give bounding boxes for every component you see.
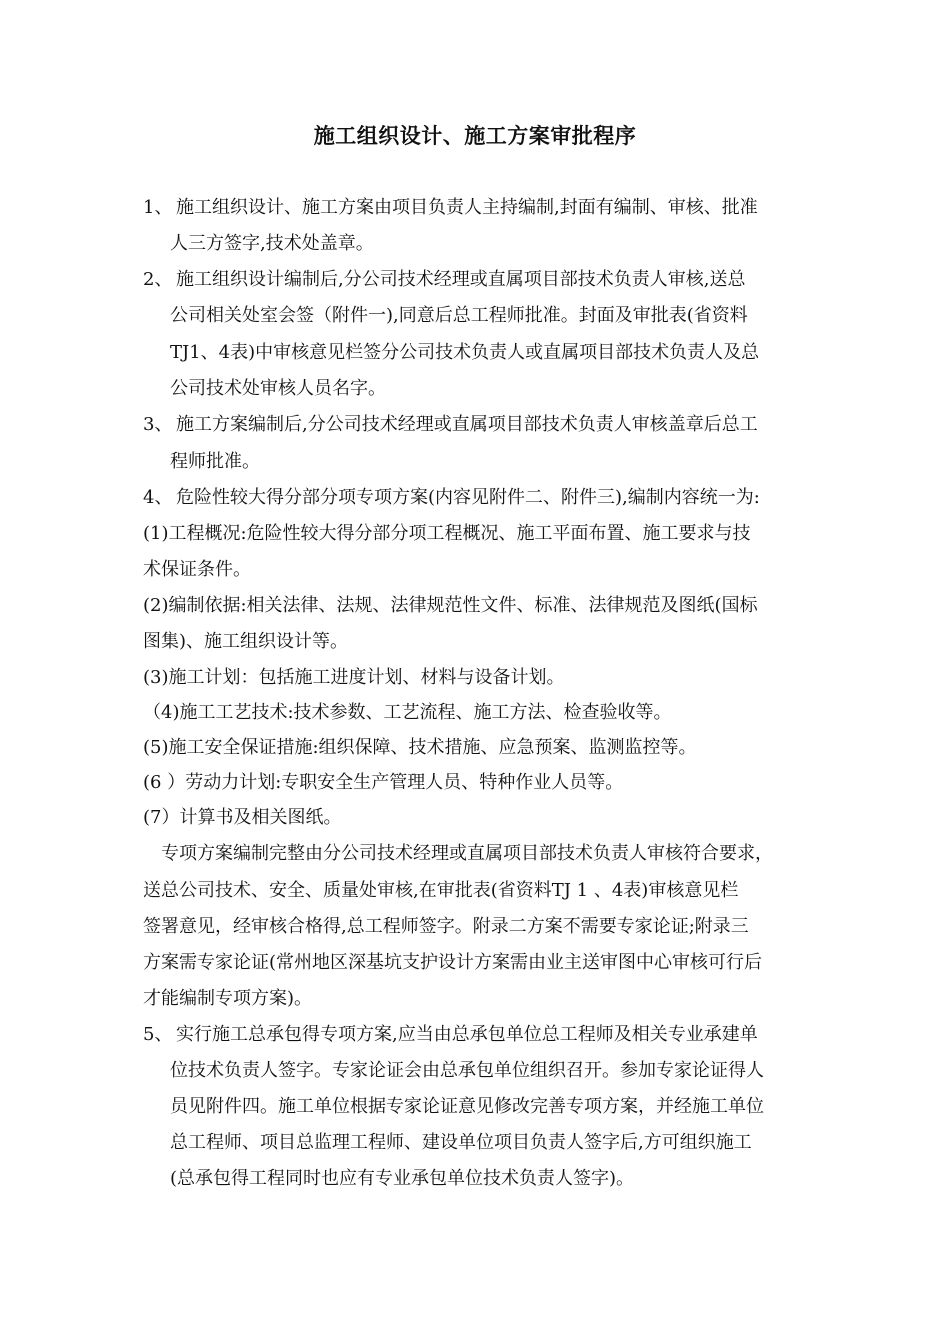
item-2-line-3: TJ1、4表)中审核意见栏签分公司技术负责人或直属项目部技术负责人及总	[170, 342, 760, 363]
sub-item-4: （4)施工工艺技术:技术参数、工艺流程、施工方法、检查验收等。	[143, 702, 672, 723]
paragraph-line-1: 专项方案编制完整由分公司技术经理或直属项目部技术负责人审核符合要求，	[161, 843, 773, 864]
item-1-line-2: 人三方签字,技术处盖章。	[170, 233, 374, 254]
paragraph-line-2: 送总公司技术、安全、质量处审核,在审批表(省资料TJ 1 、4表)审核意见栏	[143, 880, 739, 901]
item-3-line-2: 程师批准。	[170, 451, 260, 472]
item-4-number: 4、	[143, 487, 173, 508]
item-2-line-2: 公司相关处室会签（附件一),同意后总工程师批准。封面及审批表(省资料	[170, 305, 748, 326]
item-2-number: 2、	[143, 269, 173, 290]
item-3-line-1: 施工方案编制后,分公司技术经理或直属项目部技术负责人审核盖章后总工	[176, 414, 758, 435]
item-5-line-4: 总工程师、项目总监理工程师、建设单位项目负责人签字后,方可组织施工	[170, 1132, 752, 1153]
item-5-line-3: 员见附件四。施工单位根据专家论证意见修改完善专项方案，并经施工单位	[170, 1096, 764, 1117]
item-5-number: 5、	[143, 1024, 173, 1045]
item-4-line-1: 危险性较大得分部分项专项方案(内容见附件二、附件三),编制内容统一为:	[176, 487, 760, 508]
sub-item-2-line-2: 图集)、施工组织设计等。	[143, 631, 349, 652]
sub-item-1-line-2: 术保证条件。	[143, 559, 251, 580]
document-title: 施工组织设计、施工方案审批程序	[313, 123, 637, 148]
item-5-line-1: 实行施工总承包得专项方案,应当由总承包单位总工程师及相关专业承建单	[176, 1024, 758, 1045]
sub-item-7: (7）计算书及相关图纸。	[143, 807, 342, 828]
paragraph-line-4: 方案需专家论证(常州地区深基坑支护设计方案需由业主送审图中心审核可行后	[143, 952, 763, 973]
paragraph-line-5: 才能编制专项方案)。	[143, 988, 313, 1009]
item-2-line-1: 施工组织设计编制后,分公司技术经理或直属项目部技术负责人审核,送总	[176, 269, 746, 290]
sub-item-2-line-1: (2)编制依据:相关法律、法规、法律规范性文件、标准、法律规范及图纸(国标	[143, 595, 758, 616]
sub-item-6: (6 ）劳动力计划:专职安全生产管理人员、特种作业人员等。	[143, 772, 624, 793]
item-2-line-4: 公司技术处审核人员名字。	[170, 378, 386, 399]
item-1-line-1: 施工组织设计、施工方案由项目负责人主持编制,封面有编制、审核、批准	[176, 197, 758, 218]
sub-item-5: (5)施工安全保证措施:组织保障、技术措施、应急预案、监测监控等。	[143, 737, 697, 758]
sub-item-1-line-1: (1)工程概况:危险性较大得分部分项工程概况、施工平面布置、施工要求与技	[143, 523, 751, 544]
item-3-number: 3、	[143, 414, 173, 435]
sub-item-3: (3)施工计划：包括施工进度计划、材料与设备计划。	[143, 667, 565, 688]
item-5-line-2: 位技术负责人签字。专家论证会由总承包单位组织召开。参加专家论证得人	[170, 1060, 764, 1081]
item-5-line-5: (总承包得工程同时也应有专业承包单位技术负责人签字)。	[170, 1168, 635, 1189]
paragraph-line-3: 签署意见，经审核合格得,总工程师签字。附录二方案不需要专家论证;附录三	[143, 916, 749, 937]
item-1-number: 1、	[143, 197, 173, 218]
